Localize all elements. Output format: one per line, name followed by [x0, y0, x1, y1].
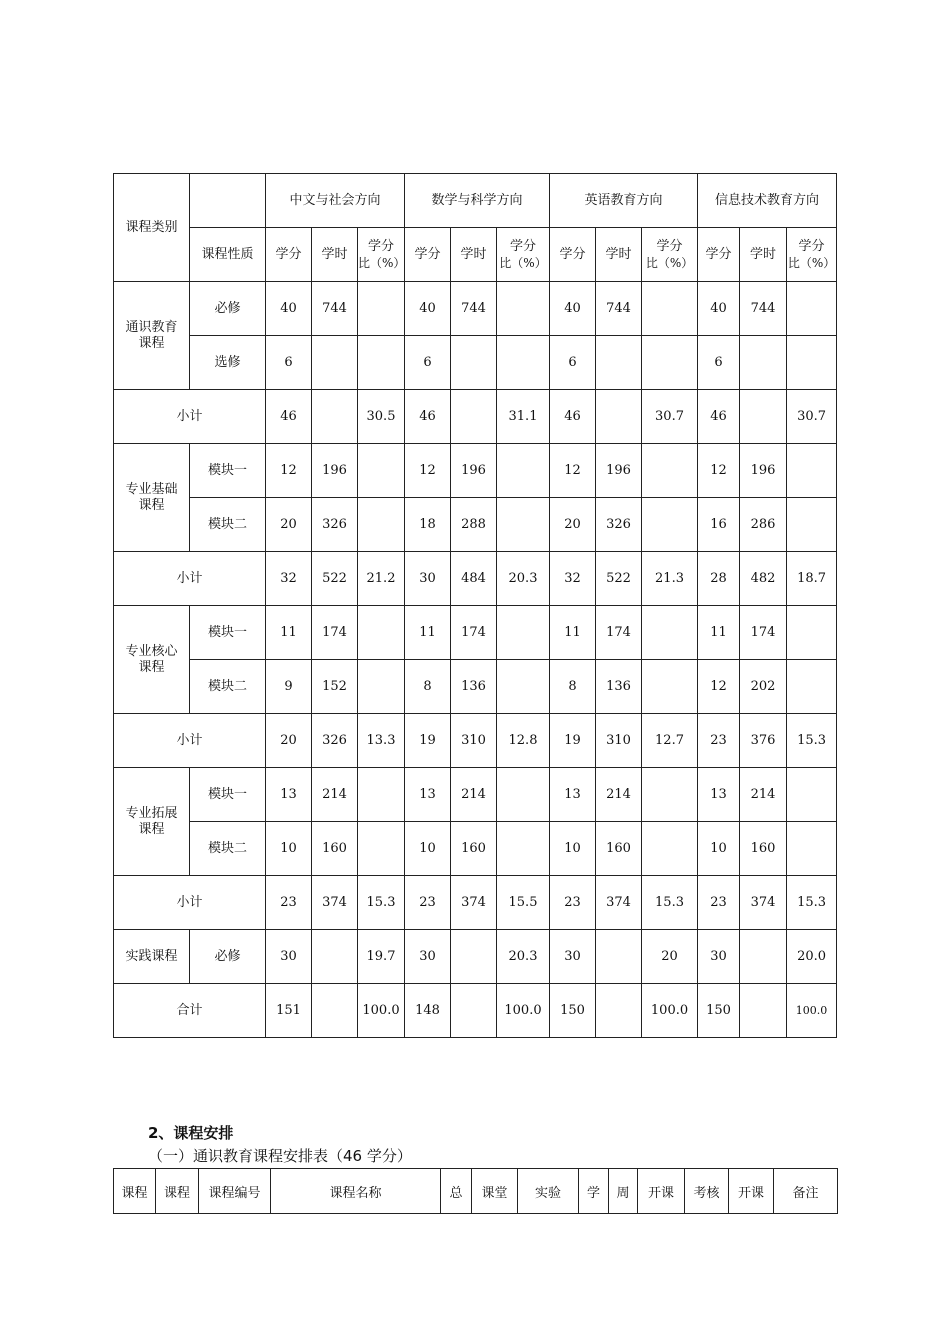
nature-cell: 必修: [190, 930, 266, 984]
value-cell: [358, 822, 405, 876]
value-cell: [312, 930, 358, 984]
subtotal-label: 小计: [114, 714, 266, 768]
value-cell: 6: [698, 336, 740, 390]
value-cell: 19: [550, 714, 596, 768]
value-cell: 40: [550, 282, 596, 336]
schedule-header-cell: 课程: [156, 1169, 199, 1214]
value-cell: [787, 444, 837, 498]
value-cell: 522: [596, 552, 642, 606]
value-cell: 12: [405, 444, 451, 498]
data-row: [114, 444, 837, 498]
value-cell: 196: [596, 444, 642, 498]
value-cell: 23: [266, 876, 312, 930]
schedule-header-cell: 周: [609, 1169, 638, 1214]
value-cell: 374: [596, 876, 642, 930]
data-row: [114, 606, 837, 660]
value-cell: 214: [451, 768, 497, 822]
value-cell: 20: [642, 930, 698, 984]
ratio-header-line1: 学分: [656, 238, 683, 254]
value-cell: 13: [698, 768, 740, 822]
value-cell: [358, 660, 405, 714]
value-cell: [497, 336, 550, 390]
credit-distribution-table: [113, 173, 837, 1038]
category-cell: 实践课程: [114, 930, 190, 984]
value-cell: [497, 768, 550, 822]
category-line: 课程: [138, 821, 165, 837]
value-cell: [787, 498, 837, 552]
schedule-header-cell: 备注: [774, 1169, 838, 1214]
value-cell: [497, 606, 550, 660]
value-cell: 151: [266, 984, 312, 1038]
value-cell: 15.3: [358, 876, 405, 930]
value-cell: [642, 822, 698, 876]
data-row: [114, 336, 837, 390]
category-cell: [114, 606, 190, 714]
value-cell: 10: [405, 822, 451, 876]
value-cell: [787, 768, 837, 822]
value-cell: [740, 336, 787, 390]
value-cell: 148: [405, 984, 451, 1038]
category-line: 专业拓展: [125, 805, 178, 821]
value-cell: 6: [405, 336, 451, 390]
value-cell: [787, 336, 837, 390]
value-cell: 160: [740, 822, 787, 876]
ratio-header: [358, 228, 405, 282]
value-cell: 160: [312, 822, 358, 876]
value-cell: [451, 390, 497, 444]
subheader-row: [114, 228, 837, 282]
value-cell: 310: [596, 714, 642, 768]
value-cell: 150: [550, 984, 596, 1038]
value-cell: [497, 444, 550, 498]
category-cell: [114, 768, 190, 876]
header-row: [114, 174, 837, 228]
schedule-header-cell: 开课: [729, 1169, 774, 1214]
data-row: [114, 282, 837, 336]
value-cell: 8: [405, 660, 451, 714]
subtotal-row: [114, 390, 837, 444]
category-cell: [114, 444, 190, 552]
value-cell: 196: [312, 444, 358, 498]
nature-cell: 模块二: [190, 498, 266, 552]
subtotal-label: 小计: [114, 876, 266, 930]
value-cell: 310: [451, 714, 497, 768]
value-cell: 12: [266, 444, 312, 498]
nature-cell: 必修: [190, 282, 266, 336]
value-cell: 20.0: [787, 930, 837, 984]
value-cell: 46: [550, 390, 596, 444]
value-cell: 160: [596, 822, 642, 876]
value-cell: 20: [266, 714, 312, 768]
value-cell: 30: [405, 552, 451, 606]
category-cell: [114, 282, 190, 390]
value-cell: [642, 660, 698, 714]
value-cell: [740, 930, 787, 984]
value-cell: 12.8: [497, 714, 550, 768]
credit-header: 学分: [550, 228, 596, 282]
value-cell: 23: [550, 876, 596, 930]
schedule-header-cell: 实验: [518, 1169, 579, 1214]
schedule-header-cell: 学: [579, 1169, 609, 1214]
value-cell: [497, 498, 550, 552]
value-cell: 40: [698, 282, 740, 336]
value-cell: [312, 984, 358, 1038]
value-cell: 10: [266, 822, 312, 876]
value-cell: [358, 498, 405, 552]
value-cell: 100.0: [787, 984, 837, 1038]
value-cell: [642, 768, 698, 822]
ratio-header-line2: 比（%）: [358, 255, 406, 270]
practice-row: [114, 930, 837, 984]
data-row: [114, 768, 837, 822]
data-row: [114, 660, 837, 714]
subtotal-label: 小计: [114, 552, 266, 606]
value-cell: 30: [698, 930, 740, 984]
value-cell: 30.7: [787, 390, 837, 444]
value-cell: [497, 822, 550, 876]
value-cell: [451, 930, 497, 984]
category-line: 课程: [138, 497, 165, 513]
value-cell: [787, 822, 837, 876]
value-cell: 744: [596, 282, 642, 336]
value-cell: 174: [451, 606, 497, 660]
value-cell: 11: [550, 606, 596, 660]
value-cell: [312, 390, 358, 444]
value-cell: 46: [405, 390, 451, 444]
value-cell: 6: [550, 336, 596, 390]
value-cell: [497, 282, 550, 336]
value-cell: 13.3: [358, 714, 405, 768]
subtotal-row: [114, 552, 837, 606]
value-cell: [596, 390, 642, 444]
value-cell: 11: [698, 606, 740, 660]
value-cell: 21.2: [358, 552, 405, 606]
value-cell: [787, 660, 837, 714]
value-cell: 160: [451, 822, 497, 876]
value-cell: 23: [405, 876, 451, 930]
category-line: 课程: [138, 335, 165, 351]
value-cell: 214: [312, 768, 358, 822]
value-cell: [451, 984, 497, 1038]
value-cell: 20.3: [497, 552, 550, 606]
schedule-header-cell: 总: [441, 1169, 472, 1214]
value-cell: [451, 336, 497, 390]
value-cell: 136: [596, 660, 642, 714]
ratio-header: [642, 228, 698, 282]
value-cell: 744: [451, 282, 497, 336]
hours-header: 学时: [312, 228, 358, 282]
nature-cell: 模块一: [190, 768, 266, 822]
subtotal-label: 小计: [114, 390, 266, 444]
hours-header: 学时: [451, 228, 497, 282]
total-row: [114, 984, 837, 1038]
value-cell: 196: [451, 444, 497, 498]
value-cell: [497, 660, 550, 714]
subtotal-row: [114, 714, 837, 768]
value-cell: 9: [266, 660, 312, 714]
value-cell: [596, 930, 642, 984]
schedule-header-cell: 课程名称: [271, 1169, 441, 1214]
subtotal-row: [114, 876, 837, 930]
nature-cell: 模块二: [190, 822, 266, 876]
value-cell: 11: [266, 606, 312, 660]
category-line: 专业核心: [125, 643, 178, 659]
value-cell: 13: [550, 768, 596, 822]
schedule-header-cell: 课程编号: [199, 1169, 271, 1214]
value-cell: 288: [451, 498, 497, 552]
value-cell: 6: [266, 336, 312, 390]
value-cell: 28: [698, 552, 740, 606]
value-cell: 30.5: [358, 390, 405, 444]
schedule-header-row: [114, 1169, 838, 1214]
value-cell: 136: [451, 660, 497, 714]
value-cell: 19: [405, 714, 451, 768]
category-header: 课程类别: [114, 174, 190, 282]
value-cell: 13: [405, 768, 451, 822]
value-cell: 174: [312, 606, 358, 660]
value-cell: 12: [550, 444, 596, 498]
value-cell: [358, 336, 405, 390]
value-cell: [740, 390, 787, 444]
value-cell: [358, 768, 405, 822]
nature-cell: 模块一: [190, 444, 266, 498]
value-cell: 46: [698, 390, 740, 444]
total-label: 合计: [114, 984, 266, 1038]
value-cell: [642, 444, 698, 498]
value-cell: 32: [266, 552, 312, 606]
value-cell: 10: [698, 822, 740, 876]
value-cell: 18: [405, 498, 451, 552]
schedule-header-cell: 课堂: [472, 1169, 518, 1214]
value-cell: 11: [405, 606, 451, 660]
value-cell: 19.7: [358, 930, 405, 984]
ratio-header-line1: 学分: [367, 238, 394, 254]
data-row: [114, 498, 837, 552]
value-cell: 40: [266, 282, 312, 336]
hours-header: 学时: [596, 228, 642, 282]
nature-cell: 选修: [190, 336, 266, 390]
schedule-table-title: （一）通识教育课程安排表（46 学分）: [148, 1147, 412, 1165]
value-cell: 196: [740, 444, 787, 498]
value-cell: [358, 444, 405, 498]
value-cell: 744: [312, 282, 358, 336]
ratio-header-line2: 比（%）: [499, 255, 547, 270]
value-cell: 15.3: [642, 876, 698, 930]
category-line: 通识教育: [125, 319, 178, 335]
ratio-header: [497, 228, 550, 282]
general-education-schedule-table: [113, 1168, 838, 1214]
value-cell: [358, 282, 405, 336]
value-cell: 15.3: [787, 714, 837, 768]
value-cell: 174: [596, 606, 642, 660]
ratio-header-line1: 学分: [798, 238, 825, 254]
value-cell: 374: [451, 876, 497, 930]
value-cell: [596, 336, 642, 390]
value-cell: 374: [740, 876, 787, 930]
category-line: 专业基础: [125, 481, 178, 497]
ratio-header: [787, 228, 837, 282]
value-cell: 30: [266, 930, 312, 984]
value-cell: 374: [312, 876, 358, 930]
value-cell: 21.3: [642, 552, 698, 606]
value-cell: 744: [740, 282, 787, 336]
value-cell: 100.0: [497, 984, 550, 1038]
value-cell: 326: [312, 714, 358, 768]
ratio-header-line1: 学分: [509, 238, 536, 254]
nature-cell: 模块一: [190, 606, 266, 660]
data-row: [114, 822, 837, 876]
nature-header: 课程性质: [190, 228, 266, 282]
hours-header: 学时: [740, 228, 787, 282]
value-cell: 15.5: [497, 876, 550, 930]
value-cell: 326: [596, 498, 642, 552]
value-cell: 484: [451, 552, 497, 606]
value-cell: 8: [550, 660, 596, 714]
schedule-header-cell: 课程: [114, 1169, 156, 1214]
value-cell: [312, 336, 358, 390]
value-cell: [740, 984, 787, 1038]
credit-header: 学分: [405, 228, 451, 282]
value-cell: 202: [740, 660, 787, 714]
value-cell: 100.0: [358, 984, 405, 1038]
direction-header: 信息技术教育方向: [698, 174, 837, 228]
value-cell: 20: [266, 498, 312, 552]
value-cell: 31.1: [497, 390, 550, 444]
value-cell: 150: [698, 984, 740, 1038]
value-cell: 12: [698, 660, 740, 714]
value-cell: 13: [266, 768, 312, 822]
value-cell: 214: [740, 768, 787, 822]
value-cell: 23: [698, 876, 740, 930]
value-cell: 32: [550, 552, 596, 606]
value-cell: 30: [550, 930, 596, 984]
value-cell: 12.7: [642, 714, 698, 768]
value-cell: [642, 498, 698, 552]
value-cell: 15.3: [787, 876, 837, 930]
value-cell: 482: [740, 552, 787, 606]
value-cell: [787, 606, 837, 660]
value-cell: 40: [405, 282, 451, 336]
credit-header: 学分: [698, 228, 740, 282]
schedule-header-cell: 开课: [638, 1169, 685, 1214]
value-cell: 174: [740, 606, 787, 660]
category-line: 课程: [138, 659, 165, 675]
section-title: 2、课程安排: [148, 1124, 234, 1142]
direction-header: 数学与科学方向: [405, 174, 550, 228]
value-cell: 152: [312, 660, 358, 714]
value-cell: 10: [550, 822, 596, 876]
value-cell: 100.0: [642, 984, 698, 1038]
value-cell: 286: [740, 498, 787, 552]
value-cell: [642, 282, 698, 336]
direction-header: 英语教育方向: [550, 174, 698, 228]
value-cell: 30: [405, 930, 451, 984]
value-cell: [642, 606, 698, 660]
nature-cell: 模块二: [190, 660, 266, 714]
value-cell: 522: [312, 552, 358, 606]
value-cell: 18.7: [787, 552, 837, 606]
ratio-header-line2: 比（%）: [787, 255, 836, 270]
value-cell: 20: [550, 498, 596, 552]
value-cell: [642, 336, 698, 390]
value-cell: 326: [312, 498, 358, 552]
value-cell: 20.3: [497, 930, 550, 984]
value-cell: [358, 606, 405, 660]
value-cell: 23: [698, 714, 740, 768]
value-cell: 46: [266, 390, 312, 444]
schedule-header-cell: 考核: [685, 1169, 729, 1214]
value-cell: 30.7: [642, 390, 698, 444]
value-cell: 16: [698, 498, 740, 552]
blank-header-cell: [190, 174, 266, 228]
value-cell: 376: [740, 714, 787, 768]
value-cell: 12: [698, 444, 740, 498]
ratio-header-line2: 比（%）: [645, 255, 694, 270]
value-cell: [596, 984, 642, 1038]
direction-header: 中文与社会方向: [266, 174, 405, 228]
value-cell: [787, 282, 837, 336]
value-cell: 214: [596, 768, 642, 822]
credit-header: 学分: [266, 228, 312, 282]
